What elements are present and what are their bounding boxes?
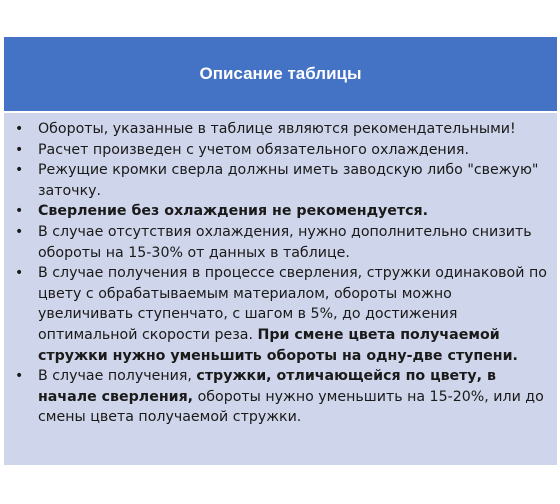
note-text-bold: Сверление без охлаждения не рекомендуется. [38, 203, 429, 220]
list-item [12, 366, 547, 428]
note-text: В случае получения в процессе сверления, стружки одинаковой по цвету с обрабатываемым материалом, обороты можно увеличивать ступенчато, с шагом в 5%, до достижения оптимальной скорости реза. [38, 265, 547, 343]
note-text: В случае отсутствия охлаждения, нужно дополнительно снизить обороты на 15-30% от данных в таблице. [38, 223, 532, 261]
note-text: Расчет произведен с учетом обязательного охлаждения. [38, 141, 469, 158]
bullet-icon: • [15, 141, 24, 158]
note-text: обороты нужно уменьшить на 15-20%, или до смены цвета получаемой стружки. [38, 388, 544, 426]
list-item [12, 140, 547, 161]
header-title: Описание таблицы [199, 64, 362, 83]
note-text-bold: При смене цвета получаемой стружки нужно уменьшить обороты на одну-две ступени. [38, 326, 518, 364]
list-item [12, 119, 547, 140]
bullet-icon: • [15, 203, 24, 220]
description-panel [4, 37, 557, 466]
bullet-icon: • [15, 162, 24, 179]
note-text-bold: стружки, отличающейся по цвету, в начале сверления, [38, 368, 496, 405]
bullet-icon: • [15, 368, 24, 385]
list-item [12, 222, 547, 263]
table-description-header [4, 37, 557, 113]
notes-list [4, 113, 557, 428]
note-text: Обороты, указанные в таблице являются рекомендательными! [38, 121, 516, 137]
list-item [12, 160, 547, 201]
bullet-icon: • [15, 223, 24, 240]
bullet-icon: • [15, 265, 24, 282]
note-text: В случае получения, [38, 368, 197, 385]
note-text: Режущие кромки сверла должны иметь заводскую либо "свежую" заточку. [38, 162, 539, 199]
bullet-icon: • [15, 121, 24, 137]
list-item [12, 201, 547, 222]
list-item [12, 263, 547, 366]
